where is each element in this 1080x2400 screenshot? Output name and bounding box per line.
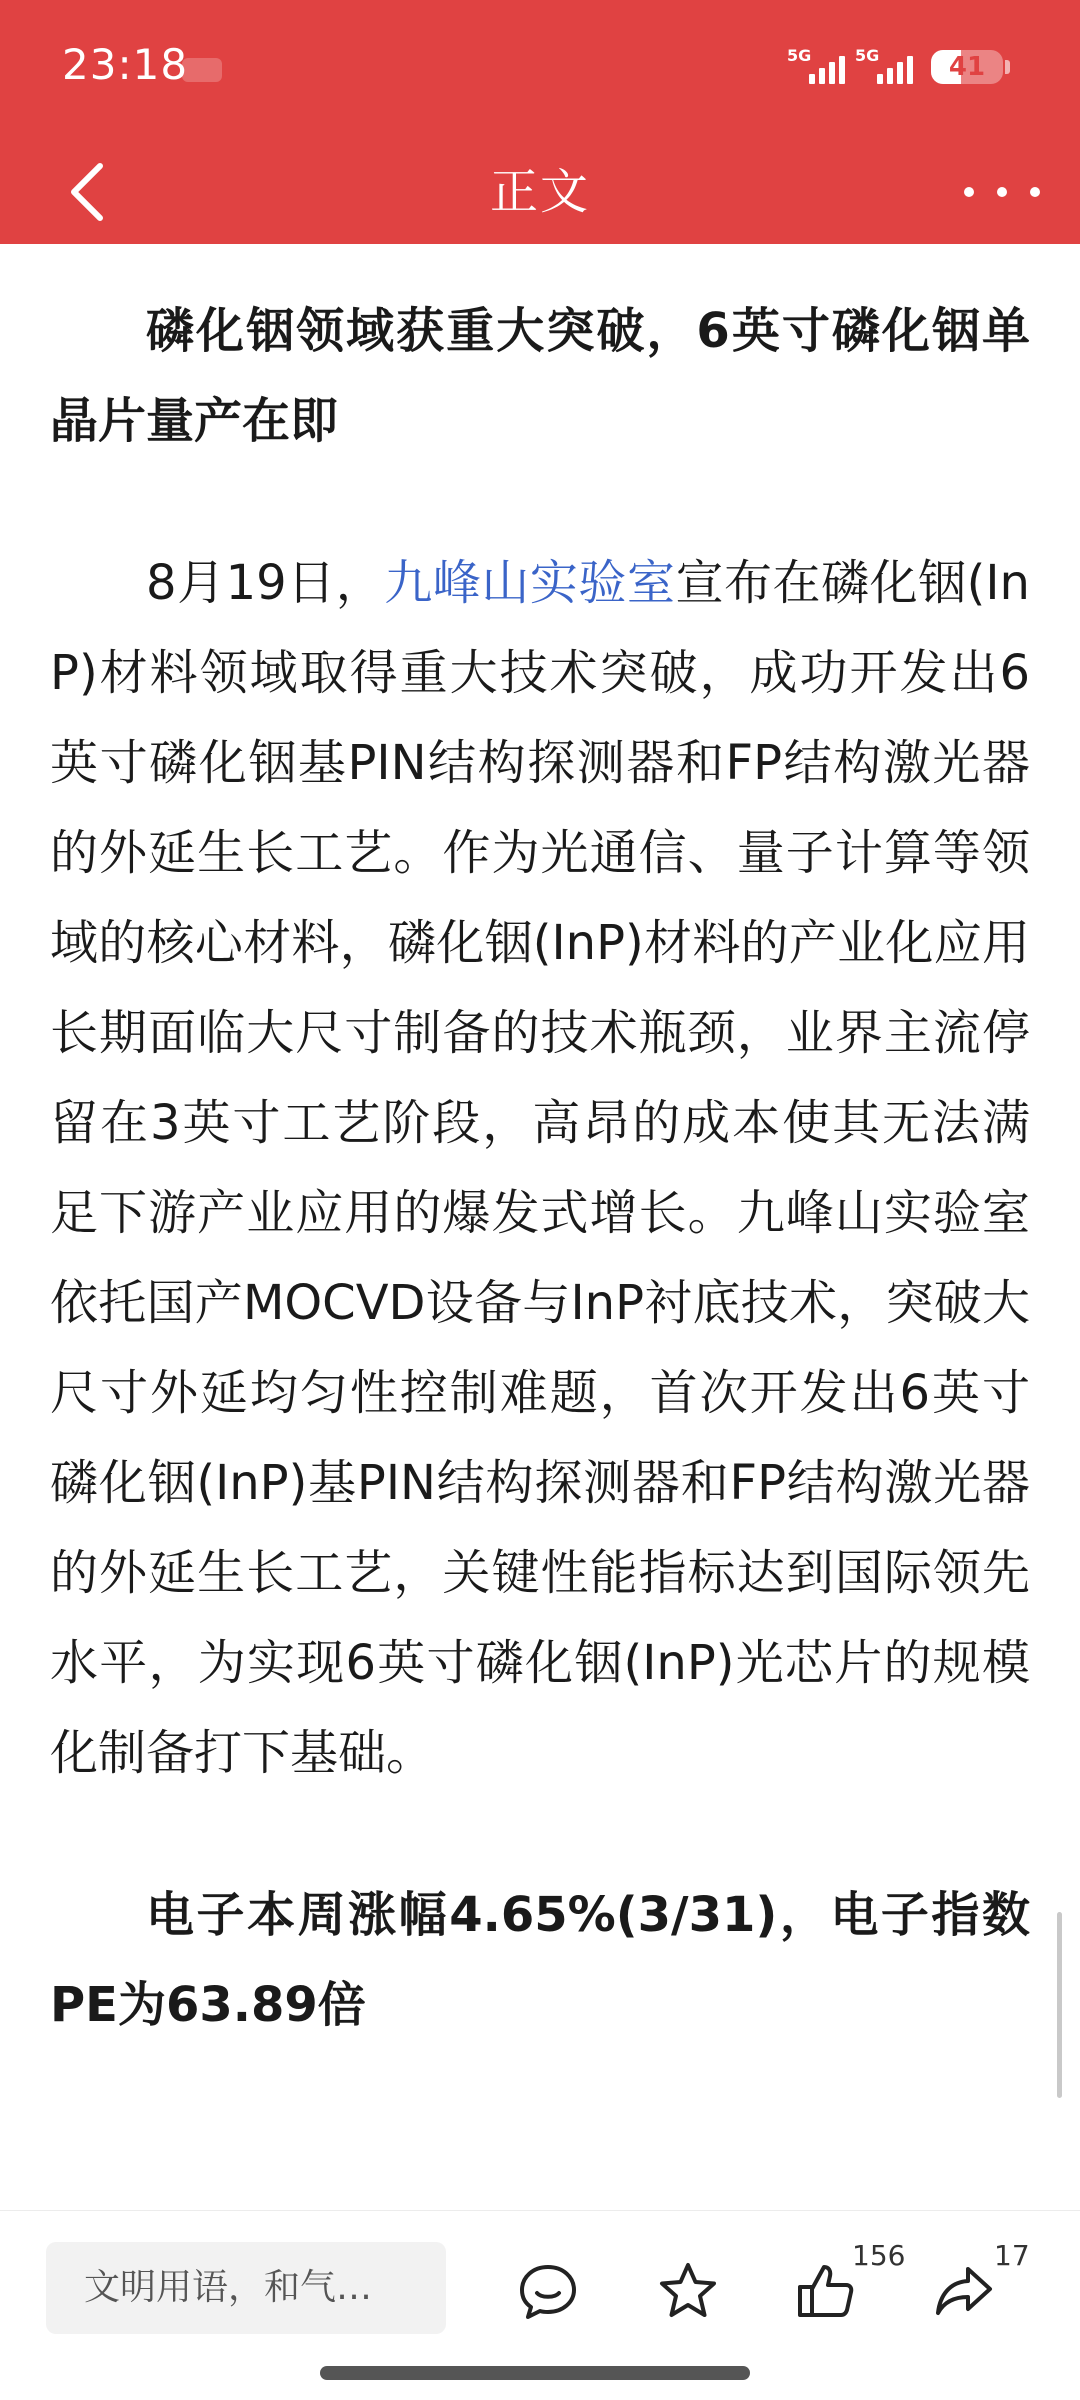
- status-bar: [0, 0, 1080, 140]
- home-indicator[interactable]: [320, 2366, 750, 2380]
- article-content[interactable]: [0, 244, 1080, 2210]
- scrollbar[interactable]: [1057, 1912, 1062, 2098]
- more-dot-icon: [997, 187, 1007, 197]
- lab-link[interactable]: 九峰山实验室: [384, 555, 676, 611]
- network-type-2: 5G: [855, 46, 880, 65]
- comment-icon: [516, 2259, 580, 2323]
- comment-button[interactable]: [508, 2251, 588, 2331]
- share-icon: [932, 2259, 996, 2323]
- star-icon: [656, 2259, 720, 2323]
- status-indicators: [787, 46, 1010, 84]
- thumbs-up-icon: [794, 2259, 858, 2323]
- more-dot-icon: [964, 187, 974, 197]
- share-button[interactable]: [924, 2251, 1004, 2331]
- status-time: 23:18: [62, 40, 189, 89]
- paragraph-body: 宣布在磷化铟(InP)材料领域取得重大技术突破，成功开发出6英寸磷化铟基PIN结构探测器和FP结构激光器的外延生长工艺。作为光通信、量子计算等领域的核心材料，磷化铟(InP)材料的产业化应用长期面临大尺寸制备的技术瓶颈，业界主流停留在3英寸工艺阶段，高昂的成本使其无法满足下游产业应用的爆发式增长。九峰山实验室依托国产MOCVD设备与InP衬底技术，突破大尺寸外延均匀性控制难题，首次开发出6英寸磷化铟(InP)基PIN结构探测器和FP结构激光器的外延生长工艺，关键性能指标达到国际领先水平，为实现6英寸磷化铟(InP)光芯片的规模化制备打下基础。: [50, 555, 1030, 1781]
- paragraph-date: 8月19日，: [146, 555, 385, 611]
- battery-icon: [931, 50, 1003, 84]
- more-button[interactable]: [964, 170, 1040, 214]
- signal-icon-2: [855, 46, 913, 84]
- page-title: 正文: [489, 164, 590, 220]
- battery-tip: [1005, 60, 1010, 74]
- notification-icon: [182, 58, 222, 82]
- signal-icon: [787, 46, 845, 84]
- more-dot-icon: [1030, 187, 1040, 197]
- article-heading: 电子本周涨幅4.65%(3/31)，电子指数PE为63.89倍: [50, 1887, 1030, 2033]
- comment-input[interactable]: 文明用语，和气…: [46, 2242, 446, 2334]
- battery-level: 41: [948, 52, 986, 82]
- article-paragraph: [50, 538, 1030, 1798]
- article-heading: 磷化铟领域获重大突破，6英寸磷化铟单晶片量产在即: [50, 303, 1030, 449]
- favorite-button[interactable]: [648, 2251, 728, 2331]
- network-type-1: 5G: [787, 46, 812, 65]
- app-header: [0, 140, 1080, 244]
- like-count: 156: [852, 2239, 906, 2272]
- share-count: 17: [994, 2239, 1030, 2272]
